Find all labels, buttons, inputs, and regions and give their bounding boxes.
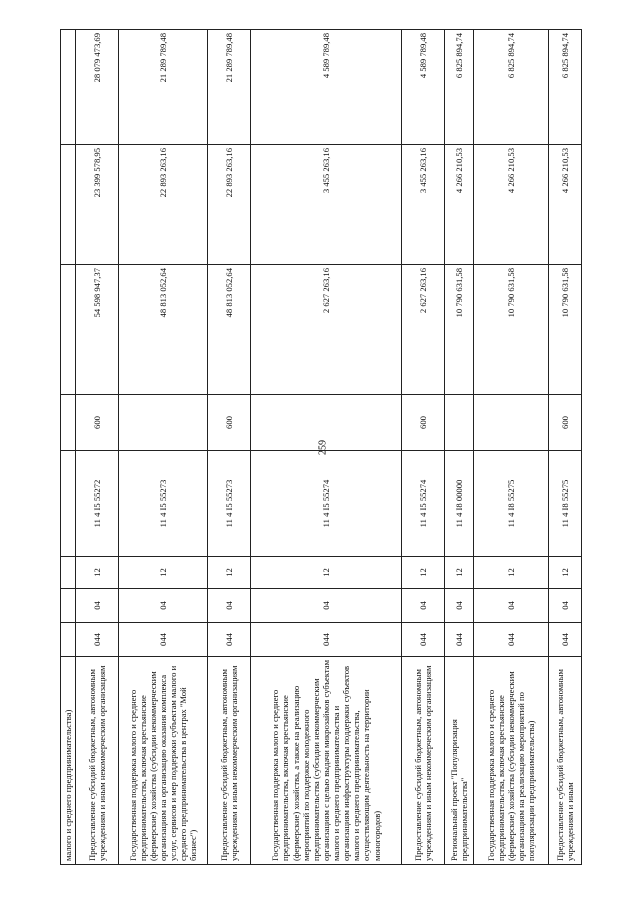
cell-amount-year3: 4 589 789,48 bbox=[402, 30, 445, 145]
cell-name: Государственная поддержка малого и среднего предпринимательства, включая крестьянские (фермерские) хозяйства (субсидии некоммерческим организациям на организацию оказания комплекса услуг, сервисов и мер поддержки субъектам малого и среднего предпринимательства в центрах "Мой бизнес") bbox=[119, 657, 208, 865]
cell-amount-year2: 4 266 210,53 bbox=[474, 145, 549, 265]
cell-ved-code: 044 bbox=[549, 623, 582, 657]
cell-subsection-code: 12 bbox=[251, 557, 402, 589]
cell-amount-year1 bbox=[61, 265, 76, 395]
cell-expense-type bbox=[474, 395, 549, 451]
cell-section-code: 04 bbox=[119, 589, 208, 623]
cell-section-code bbox=[61, 589, 76, 623]
cell-amount-year1: 48 813 052,64 bbox=[208, 265, 251, 395]
cell-subsection-code: 12 bbox=[402, 557, 445, 589]
cell-amount-year2 bbox=[61, 145, 76, 265]
budget-table bbox=[60, 29, 582, 865]
cell-amount-year1: 10 790 631,58 bbox=[549, 265, 582, 395]
cell-ved-code: 044 bbox=[402, 623, 445, 657]
cell-amount-year2: 22 893 263,16 bbox=[208, 145, 251, 265]
cell-target-article: 11 4 I5 55272 bbox=[76, 451, 119, 557]
cell-subsection-code bbox=[61, 557, 76, 589]
rotated-page bbox=[60, 30, 610, 865]
cell-amount-year2: 22 893 263,16 bbox=[119, 145, 208, 265]
cell-amount-year2: 23 399 578,95 bbox=[76, 145, 119, 265]
table-row bbox=[61, 30, 76, 865]
table-row bbox=[549, 30, 582, 865]
cell-expense-type bbox=[61, 395, 76, 451]
cell-amount-year1: 48 813 052,64 bbox=[119, 265, 208, 395]
cell-amount-year3 bbox=[61, 30, 76, 145]
cell-amount-year2: 3 455 263,16 bbox=[402, 145, 445, 265]
cell-name: Предоставление субсидий бюджетным, автономным учреждениям и иным некоммерческим организациям bbox=[76, 657, 119, 865]
cell-ved-code: 044 bbox=[208, 623, 251, 657]
cell-section-code: 04 bbox=[474, 589, 549, 623]
table-row bbox=[251, 30, 402, 865]
cell-name: Предоставление субсидий бюджетным, автономным учреждениям и иным bbox=[549, 657, 582, 865]
table-row bbox=[445, 30, 474, 865]
cell-amount-year1: 54 598 947,37 bbox=[76, 265, 119, 395]
table-row bbox=[76, 30, 119, 865]
cell-target-article bbox=[61, 451, 76, 557]
cell-ved-code: 044 bbox=[474, 623, 549, 657]
cell-subsection-code: 12 bbox=[445, 557, 474, 589]
cell-expense-type bbox=[445, 395, 474, 451]
cell-amount-year2: 3 455 263,16 bbox=[251, 145, 402, 265]
cell-ved-code: 044 bbox=[251, 623, 402, 657]
cell-section-code: 04 bbox=[76, 589, 119, 623]
cell-ved-code: 044 bbox=[76, 623, 119, 657]
cell-amount-year1: 2 627 263,16 bbox=[251, 265, 402, 395]
cell-expense-type bbox=[251, 395, 402, 451]
cell-amount-year3: 21 289 789,48 bbox=[208, 30, 251, 145]
cell-target-article: 11 4 I5 55273 bbox=[119, 451, 208, 557]
cell-amount-year3: 6 825 894,74 bbox=[445, 30, 474, 145]
cell-name: Предоставление субсидий бюджетным, автономным учреждениям и иным некоммерческим организациям bbox=[402, 657, 445, 865]
cell-target-article: 11 4 I5 55274 bbox=[402, 451, 445, 557]
cell-amount-year3: 6 825 894,74 bbox=[549, 30, 582, 145]
cell-target-article: 11 4 I8 55275 bbox=[549, 451, 582, 557]
cell-amount-year3: 28 079 473,69 bbox=[76, 30, 119, 145]
cell-subsection-code: 12 bbox=[208, 557, 251, 589]
cell-subsection-code: 12 bbox=[119, 557, 208, 589]
cell-amount-year3: 6 825 894,74 bbox=[474, 30, 549, 145]
table-row bbox=[402, 30, 445, 865]
cell-subsection-code: 12 bbox=[549, 557, 582, 589]
cell-expense-type: 600 bbox=[549, 395, 582, 451]
cell-section-code: 04 bbox=[402, 589, 445, 623]
cell-ved-code bbox=[61, 623, 76, 657]
cell-section-code: 04 bbox=[251, 589, 402, 623]
cell-section-code: 04 bbox=[445, 589, 474, 623]
cell-name: Государственная поддержка малого и среднего предпринимательства, включая крестьянские (фермерские) хозяйства (субсидии некоммерческим организациям на реализацию мероприятий по популяризации предпринимательства) bbox=[474, 657, 549, 865]
table-row bbox=[119, 30, 208, 865]
cell-target-article: 11 4 I8 00000 bbox=[445, 451, 474, 557]
cell-amount-year2: 4 266 210,53 bbox=[549, 145, 582, 265]
budget-table-body bbox=[61, 30, 582, 865]
cell-expense-type: 600 bbox=[76, 395, 119, 451]
cell-amount-year2: 4 266 210,53 bbox=[445, 145, 474, 265]
cell-section-code: 04 bbox=[208, 589, 251, 623]
cell-target-article: 11 4 I5 55274 bbox=[251, 451, 402, 557]
cell-name: Предоставление субсидий бюджетным, автономным учреждениям и иным некоммерческим организациям bbox=[208, 657, 251, 865]
cell-expense-type bbox=[119, 395, 208, 451]
cell-amount-year1: 10 790 631,58 bbox=[474, 265, 549, 395]
cell-section-code: 04 bbox=[549, 589, 582, 623]
table-row bbox=[208, 30, 251, 865]
cell-ved-code: 044 bbox=[445, 623, 474, 657]
cell-ved-code: 044 bbox=[119, 623, 208, 657]
cell-amount-year3: 21 289 789,48 bbox=[119, 30, 208, 145]
cell-target-article: 11 4 I5 55273 bbox=[208, 451, 251, 557]
cell-subsection-code: 12 bbox=[76, 557, 119, 589]
cell-subsection-code: 12 bbox=[474, 557, 549, 589]
cell-expense-type: 600 bbox=[402, 395, 445, 451]
cell-target-article: 11 4 I8 55275 bbox=[474, 451, 549, 557]
page-number: 259 bbox=[317, 440, 329, 455]
table-row bbox=[474, 30, 549, 865]
cell-amount-year1: 10 790 631,58 bbox=[445, 265, 474, 395]
cell-amount-year1: 2 627 263,16 bbox=[402, 265, 445, 395]
cell-expense-type: 600 bbox=[208, 395, 251, 451]
cell-amount-year3: 4 589 789,48 bbox=[251, 30, 402, 145]
cell-name: малого и среднего предпринимательства) bbox=[61, 657, 76, 865]
cell-name: Региональный проект "Популяризация предпринимательства" bbox=[445, 657, 474, 865]
cell-name: Государственная поддержка малого и среднего предпринимательства, включая крестьянские (фермерские) хозяйства, а также на реализацию мероприятий по поддержке молодежного предпринимательства (субсидии некоммерческим организациям с целью выдачи микрозаймов субъектам малого и среднего предпринимательства и организациям инфраструктуры поддержки субъектов малого и среднего предпринимательства, осуществляющим деятельность на территории моногородов) bbox=[251, 657, 402, 865]
